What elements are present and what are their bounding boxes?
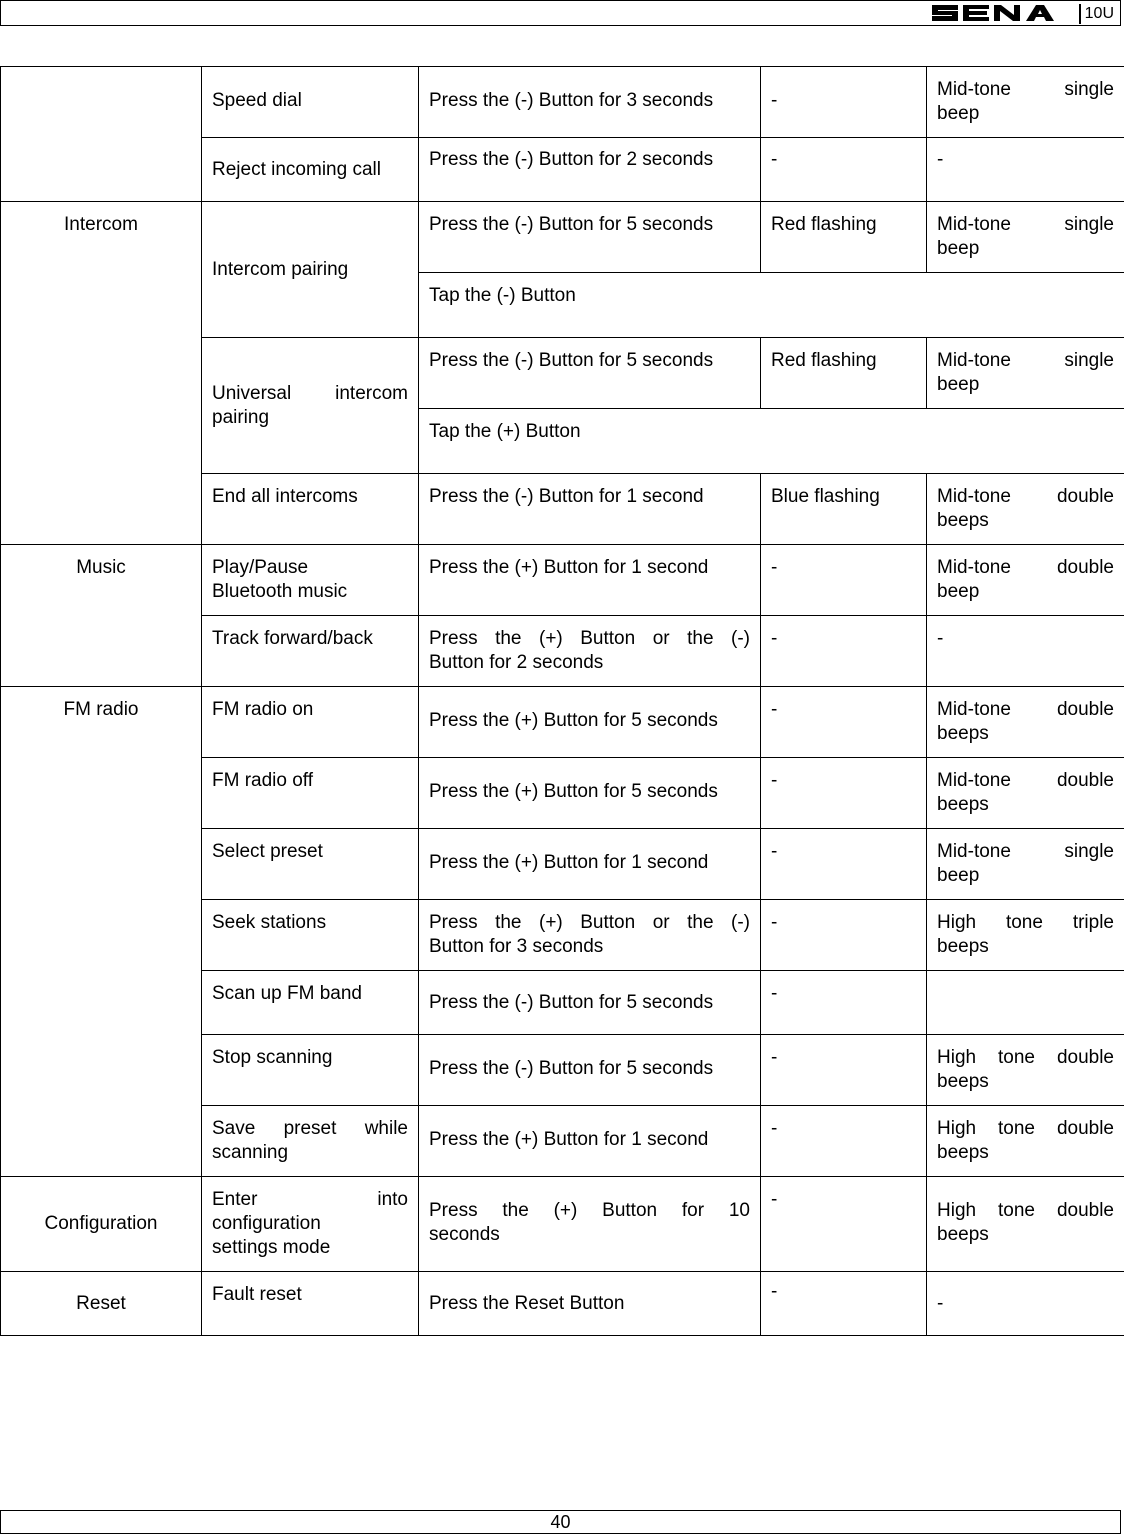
model-label: 10U xyxy=(1079,4,1114,24)
function-cell: Save preset while scanning xyxy=(202,1106,419,1177)
function-cell: Enter into configuration settings mode xyxy=(202,1177,419,1272)
function-cell: Select preset xyxy=(202,829,419,900)
command-cell: Tap the (+) Button xyxy=(419,409,1124,474)
beep-cell: Mid-tone single beep xyxy=(927,202,1124,273)
category-cell: FM radio xyxy=(1,687,202,1177)
led-cell: - xyxy=(761,829,927,900)
led-cell: - xyxy=(761,1272,927,1336)
function-cell: FM radio on xyxy=(202,687,419,758)
led-cell: - xyxy=(761,616,927,687)
function-cell: Scan up FM band xyxy=(202,971,419,1035)
function-cell: End all intercoms xyxy=(202,474,419,545)
page-number: 40 xyxy=(550,1512,571,1532)
led-cell: - xyxy=(761,545,927,616)
command-cell: Press the (+) Button or the (-) Button for 2 seconds xyxy=(419,616,761,687)
function-cell: Stop scanning xyxy=(202,1035,419,1106)
command-cell: Tap the (-) Button xyxy=(419,273,1124,338)
led-cell: - xyxy=(761,1177,927,1272)
led-cell: - xyxy=(761,1035,927,1106)
function-cell: Play/Pause Bluetooth music xyxy=(202,545,419,616)
beep-cell: - xyxy=(927,1272,1124,1336)
beep-cell: High tone double beeps xyxy=(927,1177,1124,1272)
led-cell: Red flashing xyxy=(761,202,927,273)
function-cell: Intercom pairing xyxy=(202,202,419,338)
beep-cell: Mid-tone single beep xyxy=(927,338,1124,409)
sena-logo-icon xyxy=(930,3,1058,23)
beep-cell: Mid-tone double beeps xyxy=(927,687,1124,758)
beep-cell: - xyxy=(927,616,1124,687)
led-cell: - xyxy=(761,687,927,758)
command-cell: Press the (+) Button for 1 second xyxy=(419,1106,761,1177)
beep-cell: High tone triple beeps xyxy=(927,900,1124,971)
command-cell: Press the (-) Button for 2 seconds xyxy=(419,138,761,202)
command-cell: Press the (+) Button for 1 second xyxy=(419,545,761,616)
command-cell: Press the (+) Button or the (-) Button for 3 seconds xyxy=(419,900,761,971)
command-cell: Press the (+) Button for 5 seconds xyxy=(419,687,761,758)
category-cell: Configuration xyxy=(1,1177,202,1272)
led-cell: - xyxy=(761,971,927,1035)
command-cell: Press the (+) Button for 10 seconds xyxy=(419,1177,761,1272)
beep-cell: High tone double beeps xyxy=(927,1106,1124,1177)
led-cell: Blue flashing xyxy=(761,474,927,545)
led-cell: Red flashing xyxy=(761,338,927,409)
function-cell: Fault reset xyxy=(202,1272,419,1336)
table-row xyxy=(1,1272,1124,1336)
beep-cell: High tone double beeps xyxy=(927,1035,1124,1106)
sena-logo xyxy=(930,3,1058,23)
function-cell: Speed dial xyxy=(202,67,419,138)
command-cell: Press the (+) Button for 5 seconds xyxy=(419,758,761,829)
function-cell: Universal intercom pairing xyxy=(202,338,419,474)
led-cell: - xyxy=(761,67,927,138)
command-cell: Press the (-) Button for 5 seconds xyxy=(419,1035,761,1106)
function-cell: Reject incoming call xyxy=(202,138,419,202)
led-cell: - xyxy=(761,1106,927,1177)
led-cell: - xyxy=(761,138,927,202)
category-cell: Intercom xyxy=(1,202,202,545)
beep-cell: Mid-tone double beeps xyxy=(927,474,1124,545)
beep-cell: - xyxy=(927,138,1124,202)
command-cell: Press the (-) Button for 5 seconds xyxy=(419,202,761,273)
beep-cell: Mid-tone single beep xyxy=(927,67,1124,138)
function-cell: FM radio off xyxy=(202,758,419,829)
command-cell: Press the (+) Button for 1 second xyxy=(419,829,761,900)
beep-cell: Mid-tone double beeps xyxy=(927,758,1124,829)
command-cell: Press the (-) Button for 1 second xyxy=(419,474,761,545)
category-cell xyxy=(1,67,202,202)
category-cell: Music xyxy=(1,545,202,687)
beep-cell: Mid-tone double beep xyxy=(927,545,1124,616)
function-cell: Seek stations xyxy=(202,900,419,971)
command-cell: Press the (-) Button for 5 seconds xyxy=(419,338,761,409)
command-cell: Press the (-) Button for 5 seconds xyxy=(419,971,761,1035)
table-row xyxy=(1,67,1124,138)
category-cell: Reset xyxy=(1,1272,202,1336)
function-cell: Track forward/back xyxy=(202,616,419,687)
led-cell: - xyxy=(761,758,927,829)
page-footer xyxy=(0,1510,1121,1534)
table-row xyxy=(1,202,1124,273)
table-row xyxy=(1,687,1124,758)
command-cell: Press the Reset Button xyxy=(419,1272,761,1336)
table-row xyxy=(1,545,1124,616)
beep-cell xyxy=(927,971,1124,1035)
led-cell: - xyxy=(761,900,927,971)
table-row xyxy=(1,1177,1124,1272)
page-header xyxy=(0,0,1121,26)
button-operation-table xyxy=(0,66,1124,1336)
command-cell: Press the (-) Button for 3 seconds xyxy=(419,67,761,138)
beep-cell: Mid-tone single beep xyxy=(927,829,1124,900)
